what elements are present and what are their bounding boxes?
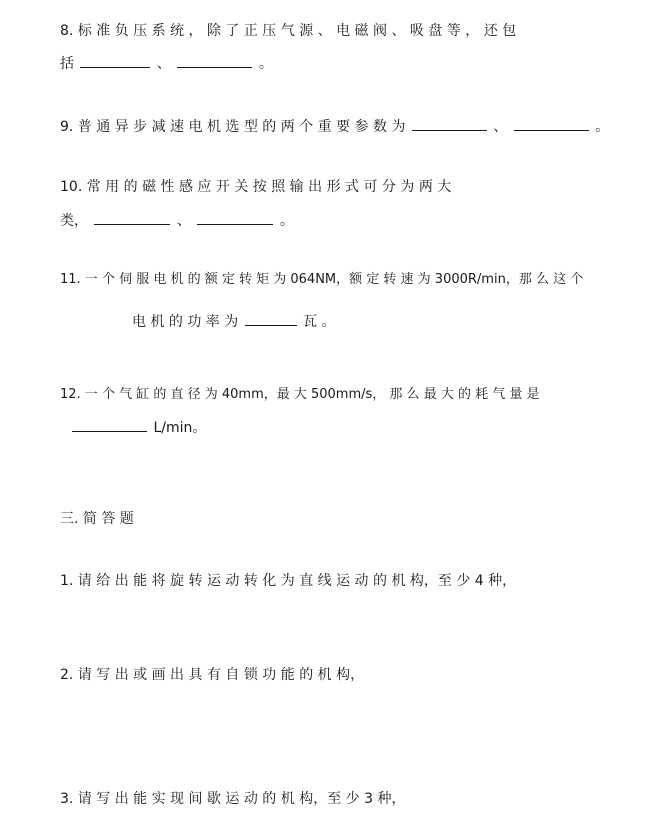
question-9-line [60, 115, 609, 137]
question-11-line-1 [60, 270, 583, 290]
answer-blank-8b[interactable] [177, 52, 252, 68]
question-12-line-2 [70, 416, 206, 438]
unit-l-per-min: L/min。 [153, 420, 207, 436]
short-answer-3 [60, 789, 405, 809]
section-3-heading [60, 509, 134, 529]
section-3-title: 三. 简 答 题 [60, 511, 134, 527]
answer-blank-9a[interactable] [412, 115, 487, 131]
short-answer-1 [60, 571, 516, 591]
question-8-prefix: 括 [60, 56, 74, 72]
answer-blank-8a[interactable] [80, 52, 150, 68]
short-answer-1-text: 1. 请 给 出 能 将 旋 转 运 动 转 化 为 直 线 运 动 的 机 构，至 少 4 种， [60, 573, 517, 589]
answer-blank-10b[interactable] [197, 209, 273, 225]
question-12-line-1 [60, 385, 539, 405]
short-answer-2-text: 2. 请 写 出 或 画 出 具 有 自 锁 功 能 的 机 构， [60, 667, 365, 683]
question-8-line-1 [60, 21, 516, 41]
question-10-line-1 [60, 177, 451, 197]
period: 。 [279, 213, 294, 229]
answer-blank-10a[interactable] [94, 209, 170, 225]
separator: 、 [156, 56, 171, 72]
question-12-text: 12. 一 个 气 缸 的 直 径 为 40mm，最 大 500mm/s， 那 么 最 大 的 耗 气 量 是 [60, 387, 540, 402]
unit-watt: 瓦 。 [303, 314, 336, 330]
question-9-text: 9. 普 通 异 步 减 速 电 机 选 型 的 两 个 重 要 参 数 为 [60, 119, 406, 135]
question-10-text: 10. 常 用 的 磁 性 感 应 开 关 按 照 输 出 形 式 可 分 为 两 大 [60, 179, 452, 195]
period: 。 [595, 119, 610, 135]
separator: 、 [176, 213, 191, 229]
question-11-prefix: 电 机 的 功 率 为 [132, 314, 239, 330]
question-10-line-2 [60, 209, 294, 231]
question-10-prefix: 类， [60, 213, 88, 229]
period: 。 [258, 56, 273, 72]
question-11-line-2 [132, 310, 336, 332]
short-answer-2 [60, 665, 364, 685]
question-8-line-2 [60, 52, 273, 74]
question-8-text: 8. 标 准 负 压 系 统 ， 除 了 正 压 气 源 、 电 磁 阀 、 吸 盘 等 ， 还 包 [60, 23, 517, 39]
short-answer-3-text: 3. 请 写 出 能 实 现 间 歇 运 动 的 机 构，至 少 3 种， [60, 791, 406, 807]
answer-blank-11[interactable] [245, 310, 297, 326]
answer-blank-12[interactable] [72, 416, 147, 432]
separator: 、 [493, 119, 508, 135]
answer-blank-9b[interactable] [514, 115, 589, 131]
question-11-text: 11. 一 个 伺 服 电 机 的 额 定 转 矩 为 064NM，额 定 转 速 为 3000R/min，那 么 这 个 [60, 272, 584, 287]
